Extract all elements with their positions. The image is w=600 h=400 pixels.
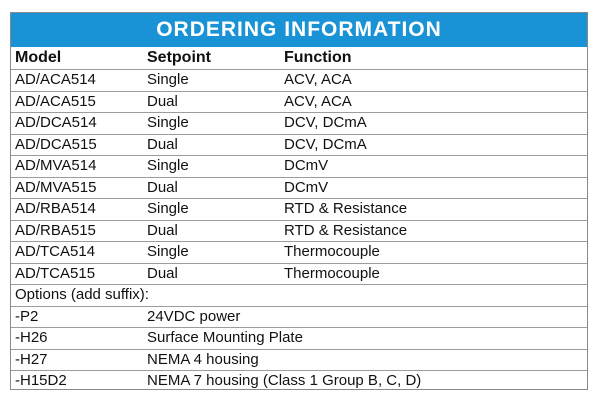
option-row: [11, 328, 587, 350]
header-function: Function: [284, 49, 352, 66]
table-row: [11, 264, 587, 286]
option-row: [11, 371, 587, 392]
table-row: [11, 92, 587, 114]
function-cell: Thermocouple: [284, 264, 380, 282]
model-cell: AD/TCA514: [15, 243, 96, 260]
model-cell: AD/DCA514: [15, 114, 97, 131]
function-cell: DCV, DCmA: [284, 135, 367, 153]
option-description: NEMA 7 housing (Class 1 Group B, C, D): [147, 372, 422, 389]
model-cell: AD/RBA515: [15, 221, 96, 239]
model-cell: AD/ACA515: [15, 92, 96, 110]
option-row: [11, 350, 587, 372]
option-suffix: -H27: [15, 350, 48, 368]
table-row: [11, 156, 587, 178]
function-cell: RTD & Resistance: [284, 200, 408, 217]
option-description: NEMA 4 housing: [147, 350, 259, 368]
model-cell: AD/TCA515: [15, 264, 96, 282]
function-cell: DCmV: [284, 178, 329, 196]
setpoint-cell: Single: [147, 243, 189, 260]
options-label-row: [11, 285, 587, 307]
function-cell: ACV, ACA: [284, 71, 352, 88]
setpoint-cell: Single: [147, 157, 189, 174]
table-row: [11, 113, 587, 135]
setpoint-cell: Single: [147, 200, 189, 217]
ordering-info-table: [10, 12, 588, 390]
setpoint-cell: Single: [147, 71, 189, 88]
option-description: 24VDC power: [147, 307, 241, 325]
setpoint-cell: Dual: [147, 92, 178, 110]
table-row: [11, 242, 587, 264]
header-model: Model: [15, 49, 62, 66]
table-row: [11, 199, 587, 221]
function-cell: Thermocouple: [284, 243, 380, 260]
option-suffix: -P2: [15, 307, 39, 325]
setpoint-cell: Dual: [147, 135, 178, 153]
model-cell: AD/RBA514: [15, 200, 96, 217]
function-cell: DCV, DCmA: [284, 114, 367, 131]
function-cell: RTD & Resistance: [284, 221, 408, 239]
table-title-banner: ORDERING INFORMATION: [11, 13, 587, 47]
option-row: [11, 307, 587, 329]
setpoint-cell: Single: [147, 114, 189, 131]
setpoint-cell: Dual: [147, 178, 178, 196]
model-cell: AD/DCA515: [15, 135, 97, 153]
option-suffix: -H15D2: [15, 372, 67, 389]
header-setpoint: Setpoint: [147, 49, 211, 66]
function-cell: ACV, ACA: [284, 92, 352, 110]
model-cell: AD/MVA515: [15, 178, 97, 196]
function-cell: DCmV: [284, 157, 329, 174]
table-row: [11, 221, 587, 243]
model-cell: AD/MVA514: [15, 157, 97, 174]
option-description: Surface Mounting Plate: [147, 329, 303, 346]
table-header-row: [11, 47, 587, 70]
options-label: Options (add suffix):: [15, 286, 149, 303]
table-row: [11, 135, 587, 157]
table-row: [11, 178, 587, 200]
setpoint-cell: Dual: [147, 264, 178, 282]
model-cell: AD/ACA514: [15, 71, 96, 88]
setpoint-cell: Dual: [147, 221, 178, 239]
option-suffix: -H26: [15, 329, 48, 346]
table-row: [11, 70, 587, 92]
